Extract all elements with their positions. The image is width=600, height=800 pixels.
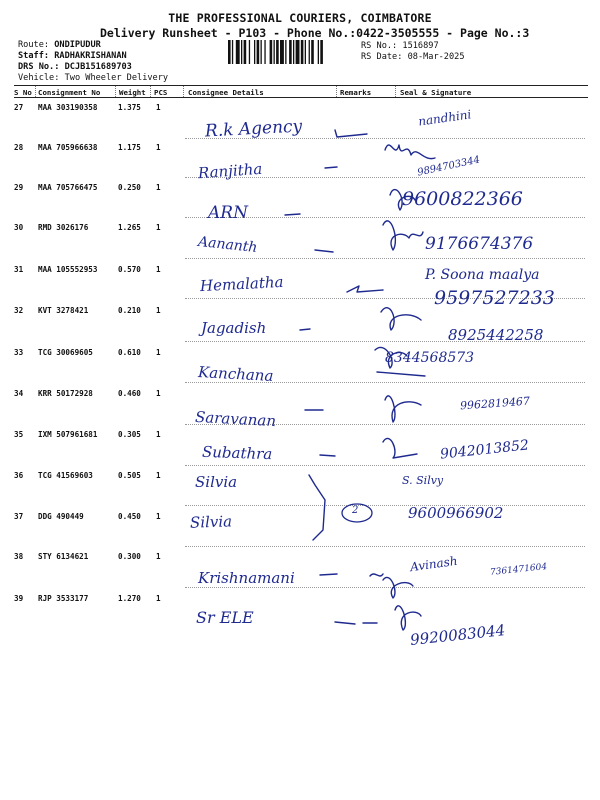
row-sno: 28 — [14, 143, 24, 152]
barcode-bar — [318, 40, 319, 64]
col-seal-header: Seal & Signature — [400, 88, 472, 97]
barcode-bar — [228, 40, 231, 64]
barcode-bar — [249, 40, 250, 64]
route-line: Route: ONDIPUDUR — [18, 40, 101, 50]
col-divider — [183, 86, 184, 97]
signature-underline — [377, 372, 425, 376]
row-pcs: 1 — [156, 594, 161, 603]
handwritten-phone: 9894703344 — [416, 154, 481, 179]
barcode-bar — [301, 40, 304, 64]
row-pcs: 1 — [156, 430, 161, 439]
row-consignment-no: MAA 303190358 — [38, 103, 98, 112]
circled-number: 2 — [352, 505, 359, 516]
row-consignment-no: DDG 490449 — [38, 512, 84, 521]
row-consignment-no: MAA 105552953 — [38, 265, 98, 274]
row-consignment-no: IXM 507961681 — [38, 430, 98, 439]
row-consignment-no: TCG 41569603 — [38, 471, 93, 480]
row-sno: 27 — [14, 103, 24, 112]
col-divider — [150, 86, 151, 97]
row-sno: 39 — [14, 594, 24, 603]
barcode-bar — [309, 40, 310, 64]
signature-scrawl — [395, 606, 421, 630]
row-pcs: 1 — [156, 552, 161, 561]
handwritten-signature: P. Soona maalya — [425, 267, 540, 283]
row-weight: 1.270 — [118, 594, 141, 603]
row-pcs: 1 — [156, 103, 161, 112]
row-sno: 30 — [14, 223, 24, 232]
row-weight: 0.210 — [118, 306, 141, 315]
vehicle-line: Vehicle: Two Wheeler Delivery — [18, 73, 169, 83]
row-sno: 33 — [14, 348, 24, 357]
rs-no-value: 1516897 — [402, 41, 439, 51]
barcode-bar — [236, 40, 240, 64]
barcode-bar — [293, 40, 294, 64]
row-sno: 36 — [14, 471, 24, 480]
barcode-bar — [232, 40, 233, 64]
row-sno: 35 — [14, 430, 24, 439]
barcode-bar — [311, 40, 314, 64]
signature-scrawl — [383, 221, 423, 250]
drs-line: DRS No.: DCJB151689703 — [18, 62, 132, 72]
dash-mark — [315, 250, 333, 252]
row-weight: 0.300 — [118, 552, 141, 561]
row-pcs: 1 — [156, 143, 161, 152]
row-sno: 31 — [14, 265, 24, 274]
signature-scrawl — [385, 145, 435, 159]
handwritten-consignee: Kanchana — [197, 363, 274, 385]
row-sno: 34 — [14, 389, 24, 398]
row-weight: 0.570 — [118, 265, 141, 274]
barcode-bar — [257, 40, 260, 64]
row-consignment-no: STY 6134621 — [38, 552, 89, 561]
col-divider — [115, 86, 116, 97]
row-pcs: 1 — [156, 265, 161, 274]
barcode-bar — [274, 40, 275, 64]
handwritten-phone: 9176674376 — [425, 234, 534, 254]
row-consignment-no: RMD 3026176 — [38, 223, 89, 232]
row-pcs: 1 — [156, 183, 161, 192]
runsheet-subtitle: Delivery Runsheet - P103 - Phone No.:0422-3505555 - Page No.:3 — [100, 26, 530, 40]
row-pcs: 1 — [156, 512, 161, 521]
row-sno: 37 — [14, 512, 24, 521]
row-pcs: 1 — [156, 471, 161, 480]
barcode-bar — [244, 40, 247, 64]
tick-mark — [335, 130, 367, 137]
barcode-bar — [264, 40, 265, 64]
handwritten-signature: nandhini — [417, 107, 473, 129]
table-header-rule — [14, 97, 588, 98]
handwritten-consignee: Jagadish — [201, 319, 267, 337]
dash-mark — [320, 574, 337, 575]
signature-scrawl — [390, 190, 415, 210]
row-consignment-no: RJP 3533177 — [38, 594, 89, 603]
row-consignment-no: MAA 705766475 — [38, 183, 98, 192]
barcode-image — [228, 40, 356, 64]
handwritten-consignee: Hemalatha — [199, 272, 284, 296]
dash-mark — [300, 329, 310, 330]
barcode-bar — [276, 40, 279, 64]
signature-scrawl — [370, 574, 383, 576]
row-sno: 32 — [14, 306, 24, 315]
barcode-bar — [285, 40, 286, 64]
row-weight: 0.250 — [118, 183, 141, 192]
handwritten-phone: 9597527233 — [434, 287, 555, 309]
row-weight: 0.460 — [118, 389, 141, 398]
handwritten-consignee: R.k Agency — [204, 116, 303, 142]
row-pcs: 1 — [156, 306, 161, 315]
handwritten-signature: Avinash — [409, 553, 459, 575]
row-weight: 1.175 — [118, 143, 141, 152]
col-pcs-header: PCS — [154, 88, 168, 97]
row-weight: 0.305 — [118, 430, 141, 439]
staff-value: RADHAKRISHANAN — [54, 51, 127, 61]
handwritten-consignee: Ranjitha — [197, 159, 263, 183]
row-pcs: 1 — [156, 223, 161, 232]
col-weight-header: Weight — [119, 88, 146, 97]
row-weight: 0.505 — [118, 471, 141, 480]
barcode-bar — [270, 40, 273, 64]
dash-mark — [325, 167, 337, 168]
barcode-bar — [241, 40, 242, 64]
route-value: ONDIPUDUR — [54, 40, 101, 50]
barcode-bar — [289, 40, 292, 64]
col-divider — [395, 86, 396, 97]
row-sno: 29 — [14, 183, 24, 192]
row-consignment-no: MAA 705966638 — [38, 143, 98, 152]
handwritten-phone: 8925442258 — [448, 326, 544, 344]
pen-marks — [185, 100, 595, 660]
col-divider — [35, 86, 36, 97]
handwritten-phone: 9962819467 — [459, 394, 531, 413]
col-consignee-header: Consignee Details — [188, 88, 264, 97]
company-title: THE PROFESSIONAL COURIERS, COIMBATORE — [168, 11, 432, 25]
dash-mark — [335, 622, 355, 624]
row-pcs: 1 — [156, 389, 161, 398]
row-consignment-no: KRR 50172928 — [38, 389, 93, 398]
col-remarks-header: Remarks — [340, 88, 372, 97]
bracket-mark — [309, 475, 325, 540]
staff-line: Staff: RADHAKRISHANAN — [18, 51, 127, 61]
col-sno-header: S No — [14, 88, 32, 97]
handwritten-consignee: Subathra — [201, 442, 273, 464]
handwritten-phone: 8344568573 — [385, 350, 475, 366]
row-weight: 1.375 — [118, 103, 141, 112]
row-weight: 0.610 — [118, 348, 141, 357]
dash-mark — [285, 214, 300, 215]
row-sno: 38 — [14, 552, 24, 561]
signature-scrawl — [381, 308, 421, 330]
col-consignment-header: Consignment No — [38, 88, 101, 97]
signature-scrawl — [383, 438, 417, 458]
handwritten-consignee: Aananth — [197, 233, 259, 257]
rs-no-line: RS No.: 1516897 — [361, 41, 439, 51]
table-top-rule — [14, 85, 588, 86]
handwritten-consignee: Silvia — [189, 512, 233, 532]
row-pcs: 1 — [156, 348, 161, 357]
barcode-bar — [280, 40, 284, 64]
handwritten-consignee: Silvia — [195, 473, 238, 491]
drs-value: DCJB151689703 — [64, 62, 132, 72]
col-divider — [336, 86, 337, 97]
barcode-bar — [254, 40, 255, 64]
handwritten-phone: 9920083044 — [409, 621, 507, 649]
arrow-mark — [347, 286, 383, 292]
handwritten-phone: 7361471604 — [489, 562, 548, 578]
signature-scrawl — [385, 396, 421, 422]
handwritten-signature: S. Silvy — [402, 474, 444, 487]
barcode-bar — [261, 40, 262, 64]
row-weight: 1.265 — [118, 223, 141, 232]
signature-scrawl — [375, 347, 407, 368]
handwritten-phone: 9600822366 — [402, 188, 523, 210]
rs-date-value: 08-Mar-2025 — [407, 52, 465, 62]
row-consignment-no: KVT 3278421 — [38, 306, 89, 315]
handwritten-consignee: Saravanan — [194, 407, 277, 431]
signature-scrawl — [383, 577, 413, 598]
handwritten-phone: 9042013852 — [439, 437, 530, 463]
handwritten-consignee: Sr ELE — [196, 608, 254, 627]
vehicle-value: Two Wheeler Delivery — [64, 73, 169, 83]
handwritten-consignee: Krishnamani — [198, 569, 295, 587]
barcode-bar — [305, 40, 306, 64]
handwritten-phone: 9600966902 — [408, 504, 504, 522]
handwritten-consignee: ARN — [208, 203, 248, 223]
row-consignment-no: TCG 30069605 — [38, 348, 93, 357]
rs-date-line: RS Date: 08-Mar-2025 — [361, 52, 465, 62]
dash-mark — [320, 455, 335, 456]
barcode-bar — [320, 40, 323, 64]
row-weight: 0.450 — [118, 512, 141, 521]
barcode-bar — [296, 40, 300, 64]
